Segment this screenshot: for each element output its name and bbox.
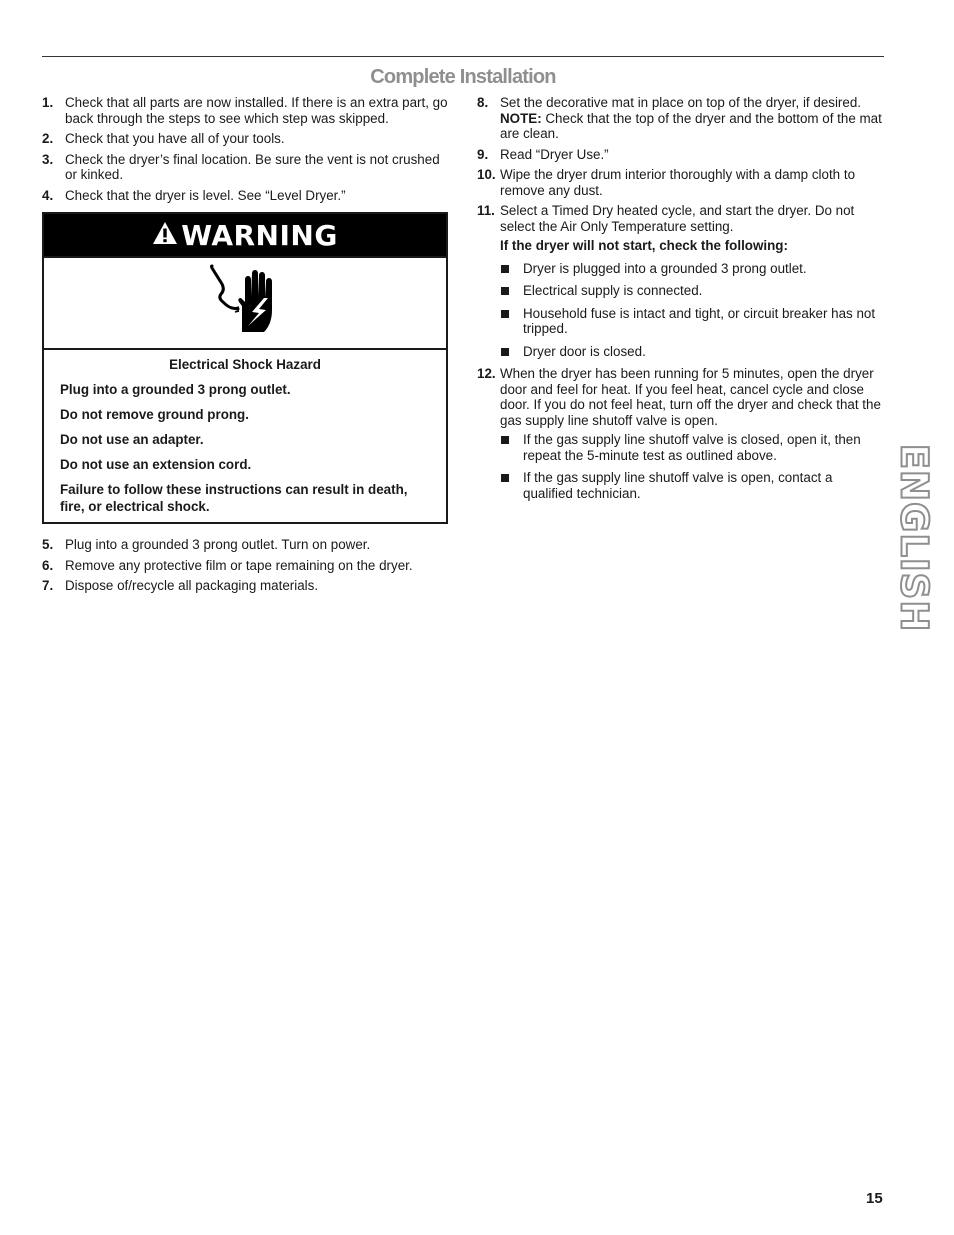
section-title: Complete Installation bbox=[370, 66, 556, 88]
square-bullet-icon bbox=[501, 474, 509, 482]
step-10 bbox=[477, 167, 885, 198]
step-1 bbox=[42, 95, 448, 126]
step-11 bbox=[477, 203, 885, 359]
valve-text: If the gas supply line shutoff valve is open, contact a qualified technician. bbox=[523, 470, 833, 501]
top-rule bbox=[42, 56, 884, 57]
right-column bbox=[477, 95, 885, 508]
check-lead-in: If the dryer will not start, check the following: bbox=[500, 238, 788, 253]
step-number: 8. bbox=[477, 95, 489, 110]
square-bullet-icon bbox=[501, 287, 509, 295]
check-item bbox=[500, 261, 885, 277]
step-7 bbox=[42, 578, 448, 594]
valve-item bbox=[500, 432, 885, 463]
step-text: Check that all parts are now installed. If there is an extra part, go back through the steps to see which step was skipped. bbox=[65, 95, 448, 126]
valve-item bbox=[500, 470, 885, 501]
step-number: 4. bbox=[42, 187, 54, 203]
step-number: 6. bbox=[42, 557, 54, 573]
warning-box bbox=[42, 212, 448, 524]
square-bullet-icon bbox=[501, 348, 509, 356]
hazard-title: Electrical Shock Hazard bbox=[169, 357, 321, 372]
note-label: NOTE: bbox=[500, 110, 542, 126]
warning-line: Do not use an extension cord. bbox=[60, 457, 252, 472]
step-text: Check that the dryer is level. See “Level Dryer.” bbox=[65, 187, 346, 203]
step-text: Remove any protective film or tape remaining on the dryer. bbox=[65, 557, 413, 573]
page-number: 15 bbox=[866, 1190, 883, 1207]
step-5 bbox=[42, 537, 448, 553]
warning-icon-area bbox=[44, 256, 446, 350]
check-item bbox=[500, 344, 885, 360]
check-list bbox=[500, 261, 885, 360]
step-8 bbox=[477, 95, 885, 142]
step-number: 9. bbox=[477, 146, 489, 162]
note-text: Check that the top of the dryer and the bottom of the mat are clean. bbox=[500, 110, 882, 141]
check-text: Household fuse is intact and tight, or circuit breaker has not tripped. bbox=[523, 305, 876, 336]
step-text: Select a Timed Dry heated cycle, and start the dryer. Do not select the Air Only Temperature setting. bbox=[500, 203, 855, 234]
step-number: 10. bbox=[477, 167, 496, 182]
language-tab-label: ENGLISH bbox=[892, 443, 936, 632]
steps-list-c bbox=[477, 95, 885, 501]
electrical-shock-hand-icon bbox=[208, 262, 282, 345]
warning-triangle-icon bbox=[152, 219, 178, 252]
step-text: Dispose of/recycle all packaging materials. bbox=[65, 578, 319, 593]
step-number: 1. bbox=[42, 95, 54, 110]
step-text: Check that you have all of your tools. bbox=[65, 131, 285, 146]
warning-line: Do not remove ground prong. bbox=[60, 407, 249, 422]
step-number: 7. bbox=[42, 578, 54, 593]
valve-text: If the gas supply line shutoff valve is closed, open it, then repeat the 5-minute test as outlined above. bbox=[523, 432, 861, 463]
step-text: Set the decorative mat in place on top of the dryer, if desired. bbox=[500, 95, 862, 110]
square-bullet-icon bbox=[501, 265, 509, 273]
step-6 bbox=[42, 558, 448, 574]
check-text: Electrical supply is connected. bbox=[523, 283, 703, 298]
check-item bbox=[500, 283, 885, 299]
warning-header bbox=[44, 214, 446, 256]
step-text: Read “Dryer Use.” bbox=[500, 146, 609, 162]
warning-title: WARNING bbox=[181, 218, 338, 252]
step-number: 12. bbox=[477, 366, 496, 381]
warning-body bbox=[44, 350, 446, 515]
step-3 bbox=[42, 152, 448, 183]
step-number: 5. bbox=[42, 537, 54, 552]
step-text: Wipe the dryer drum interior thoroughly with a damp cloth to remove any dust. bbox=[500, 167, 856, 198]
left-column-lower bbox=[42, 537, 448, 599]
square-bullet-icon bbox=[501, 310, 509, 318]
step-9 bbox=[477, 147, 885, 163]
step-text: Check the dryer’s final location. Be sure the vent is not crushed or kinked. bbox=[65, 151, 440, 182]
step-number: 11. bbox=[477, 203, 495, 218]
valve-list bbox=[500, 432, 885, 501]
step-number: 3. bbox=[42, 151, 54, 167]
step-number: 2. bbox=[42, 131, 54, 146]
step-text: When the dryer has been running for 5 minutes, open the dryer door and feel for heat. If you feel heat, cancel cycle and close door. If you do not feel heat, turn off the dryer and check that the gas supply line shutoff valve is open. bbox=[500, 366, 881, 428]
steps-list-b bbox=[42, 537, 448, 594]
warning-line: Failure to follow these instructions can result in death, fire, or electrical shock. bbox=[60, 482, 408, 514]
check-text: Dryer door is closed. bbox=[523, 343, 646, 359]
step-text: Plug into a grounded 3 prong outlet. Turn on power. bbox=[65, 537, 371, 552]
check-item bbox=[500, 306, 885, 337]
step-12 bbox=[477, 366, 885, 501]
step-2 bbox=[42, 131, 448, 147]
step-4 bbox=[42, 188, 448, 204]
square-bullet-icon bbox=[501, 436, 509, 444]
left-column bbox=[42, 95, 448, 208]
language-tab bbox=[890, 443, 938, 632]
steps-list-a bbox=[42, 95, 448, 203]
warning-line: Plug into a grounded 3 prong outlet. bbox=[60, 382, 291, 397]
check-text: Dryer is plugged into a grounded 3 prong outlet. bbox=[523, 260, 807, 276]
warning-line: Do not use an adapter. bbox=[60, 432, 204, 447]
